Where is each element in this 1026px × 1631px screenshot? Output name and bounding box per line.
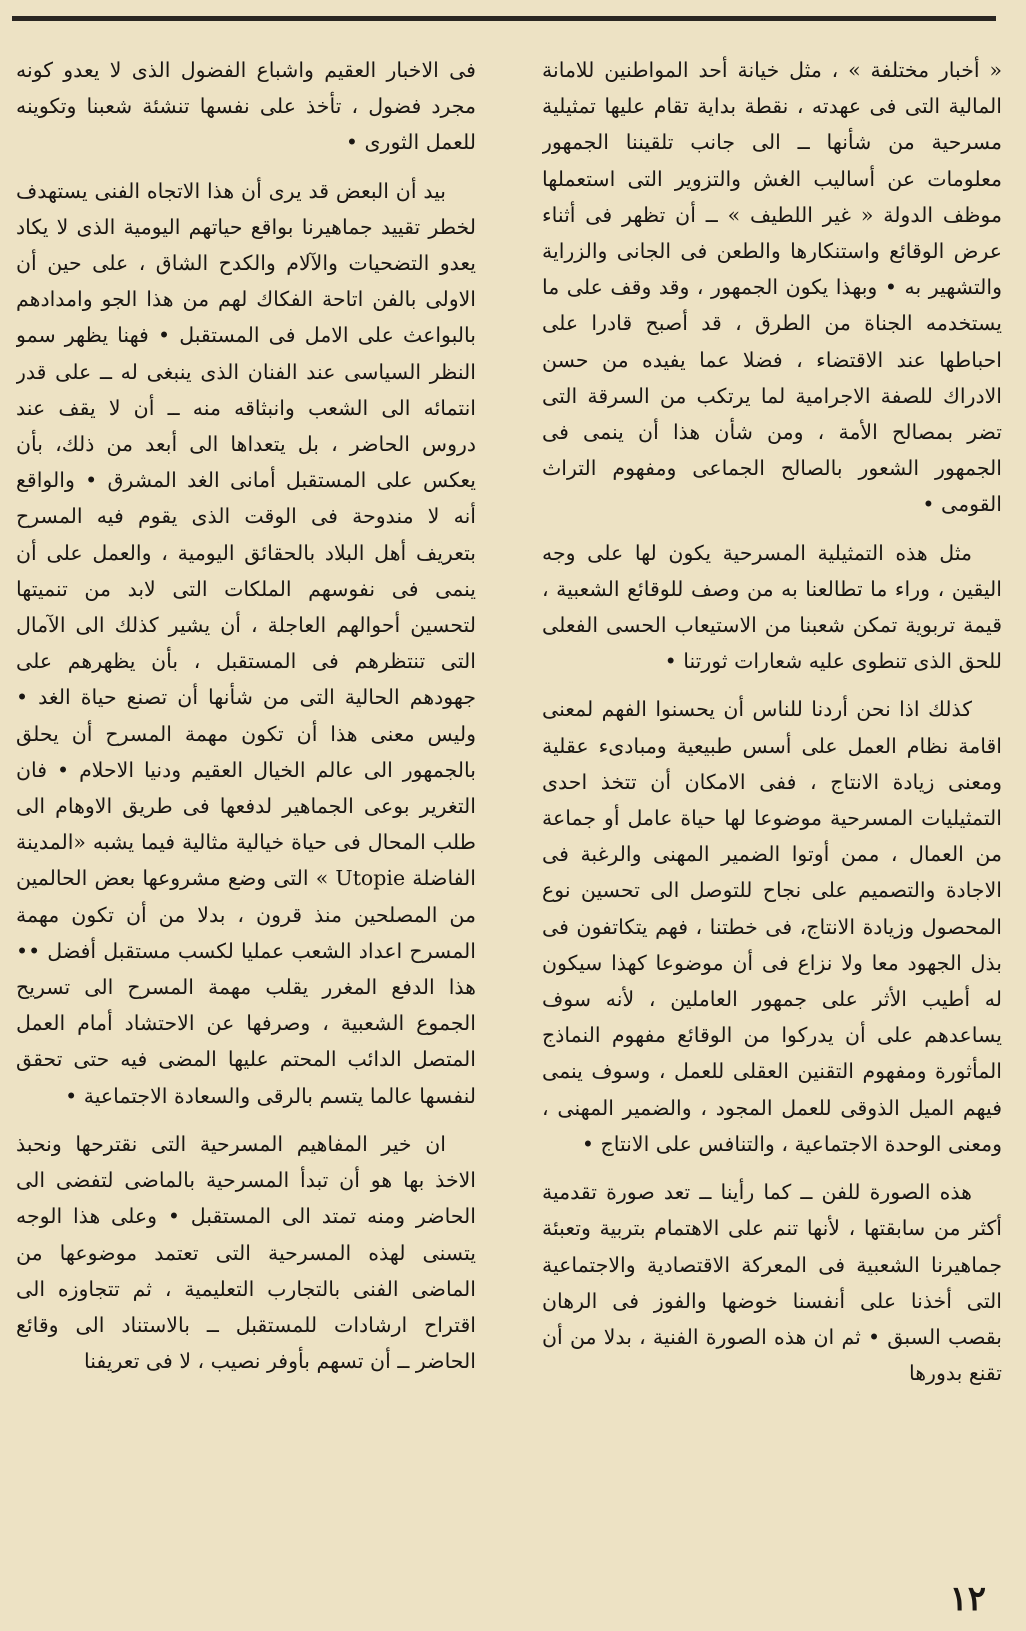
paragraph: هذه الصورة للفن ــ كما رأينا ــ تعد صورة تقدمية أكثر من سابقتها ، لأنها تنم على الاهتمام بتربية وتعبئة جماهيرنا الشعبية فى المعركة الاقتصادية والاجتماعية التى أخذنا على أنفسنا خوضها والفوز فى الرهان بقصب السبق • ثم ان هذه الصورة الفنية ، بدلا من أن تقنع بدورها [542, 1180, 1002, 1386]
paragraph: مثل هذه التمثيلية المسرحية يكون لها على وجه اليقين ، وراء ما تطالعنا به من وصف للوقائع الشعبية ، قيمة تربوية تمكن شعبنا من الاستيعاب الحسى الفعلى للحق الذى تنطوى عليه شعارات ثورتنا • [542, 540, 1002, 674]
paragraph: فى الاخبار العقيم واشباع الفضول الذى لا يعدو كونه مجرد فضول ، تأخذ على نفسها تنشئة شعبنا وتكوينه للعمل الثورى • [16, 58, 476, 155]
page-number: ١٢ [949, 1579, 986, 1619]
top-rule [12, 16, 996, 21]
paragraph: بيد أن البعض قد يرى أن هذا الاتجاه الفنى يستهدف لخطر تقييد جماهيرنا بواقع حياتهم اليومية الذى لا يكاد يعدو التضحيات والآلام والكدح الشاق ، على حين أن الاولى بالفن اتاحة الفكاك لهم من هذا الجو وامدادهم بالبواعث على الامل فى المستقبل • فهنا يظهر سمو النظر السياسى عند الفنان الذى ينبغى له ــ على قدر انتمائه الى الشعب وانبثاقه منه ــ أن لا يقف عند دروس الحاضر ، بل يتعداها الى أبعد من ذلك، بأن يعكس على المستقبل أمانى الغد المشرق • والواقع أنه لا مندوحة فى الوقت الذى يقوم فيه المسرح بتعريف أهل البلاد بالحقائق اليومية ، والعمل على أن ينمى فى نفوسهم الملكات التى لابد من تنميتها لتحسين أحوالهم العاجلة ، أن يشير كذلك الى الآمال التى تنتظرهم فى المستقبل ، بأن يظهرهم على جهودهم الحالية التى من شأنها أن تصنع حياة الغد • وليس معنى هذا أن تكون مهمة المسرح أن يحلق بالجمهور الى عالم الخيال العقيم ودنيا الاحلام • فان التغرير بوعى الجماهير لدفعها فى طريق الاوهام الى طلب المحال فى حياة خيالية مثالية فيما يشبه «المدينة الفاضلة Utopie » التى وضع مشروعها بعض الحالمين من المصلحين منذ قرون ، بدلا من أن تكون مهمة المسرح اعداد الشعب عمليا لكسب مستقبل أفضل •• هذا الدفع المغرر يقلب مهمة المسرح الى تسريح الجموع الشعبية ، وصرفها عن الاحتشاد أمام العمل المتصل الدائب المحتم عليها المضى فيه حتى تحقق لنفسها عالما يتسم بالرقى والسعادة الاجتماعية • [16, 178, 476, 1108]
left-column [16, 52, 476, 1582]
paragraph: « أخبار مختلفة » ، مثل خيانة أحد المواطنين للامانة المالية التى فى عهدته ، نقطة بداية تقام عليها تمثيلية مسرحية من شأنها ــ الى جانب تلقيننا الجمهور معلومات عن أساليب الغش والتزوير التى استعملها موظف الدولة « غير اللطيف » ــ أن تظهر فى أثناء عرض الوقائع واستنكارها والطعن فى الجانى والزراية والتشهير به • وبهذا يكون الجمهور ، وقد وقف على ما يستخدمه الجناة من الطرق ، قد أصبح قادرا على احباطها عند الاقتضاء ، فضلا عما يفيده من حسن الادراك للصفة الاجرامية لما يرتكب من السرقة التى تضر بمصالح الأمة ، ومن شأن هذا أن ينمى فى الجمهور الشعور بالصالح الجماعى ومفهوم التراث القومى • [542, 58, 1002, 517]
right-column [542, 52, 1002, 1582]
paragraph: كذلك اذا نحن أردنا للناس أن يحسنوا الفهم لمعنى اقامة نظام العمل على أسس طبيعية ومبادىء عقلية ومعنى زيادة الانتاج ، ففى الامكان أن تتخذ احدى التمثيليات المسرحية موضوعا لها حياة عامل أو جماعة من العمال ، ممن أوتوا الضمير المهنى والرغبة فى الاجادة والتصميم على نجاح للتوصل الى تحسين نوع المحصول وزيادة الانتاج، فى خطتنا ، فهم يتكاتفون فى بذل الجهود معا ولا نزاع فى أن موضوعا كهذا سيكون له أطيب الأثر على جمهور العاملين ، لأنه سوف يساعدهم على أن يدركوا من الوقائع مفهوم النماذج المأثورة ومفهوم التقنين العقلى للعمل ، وسوف ينمى فيهم الميل الذوقى للعمل المجود ، والضمير المهنى ، ومعنى الوحدة الاجتماعية ، والتنافس على الانتاج • [542, 697, 1002, 1156]
paragraph: ان خير المفاهيم المسرحية التى نقترحها ونحبذ الاخذ بها هو أن تبدأ المسرحية بالماضى لتفضى الى الحاضر ومنه تمتد الى المستقبل • وعلى هذا الوجه يتسنى لهذه المسرحية التى تعتمد موضوعها من الماضى الفنى بالتجارب التعليمية ، ثم تتجاوزه الى اقتراح ارشادات للمستقبل ــ بالاستناد الى وقائع الحاضر ــ أن تسهم بأوفر نصيب ، لا فى تعريفنا [16, 1131, 476, 1374]
